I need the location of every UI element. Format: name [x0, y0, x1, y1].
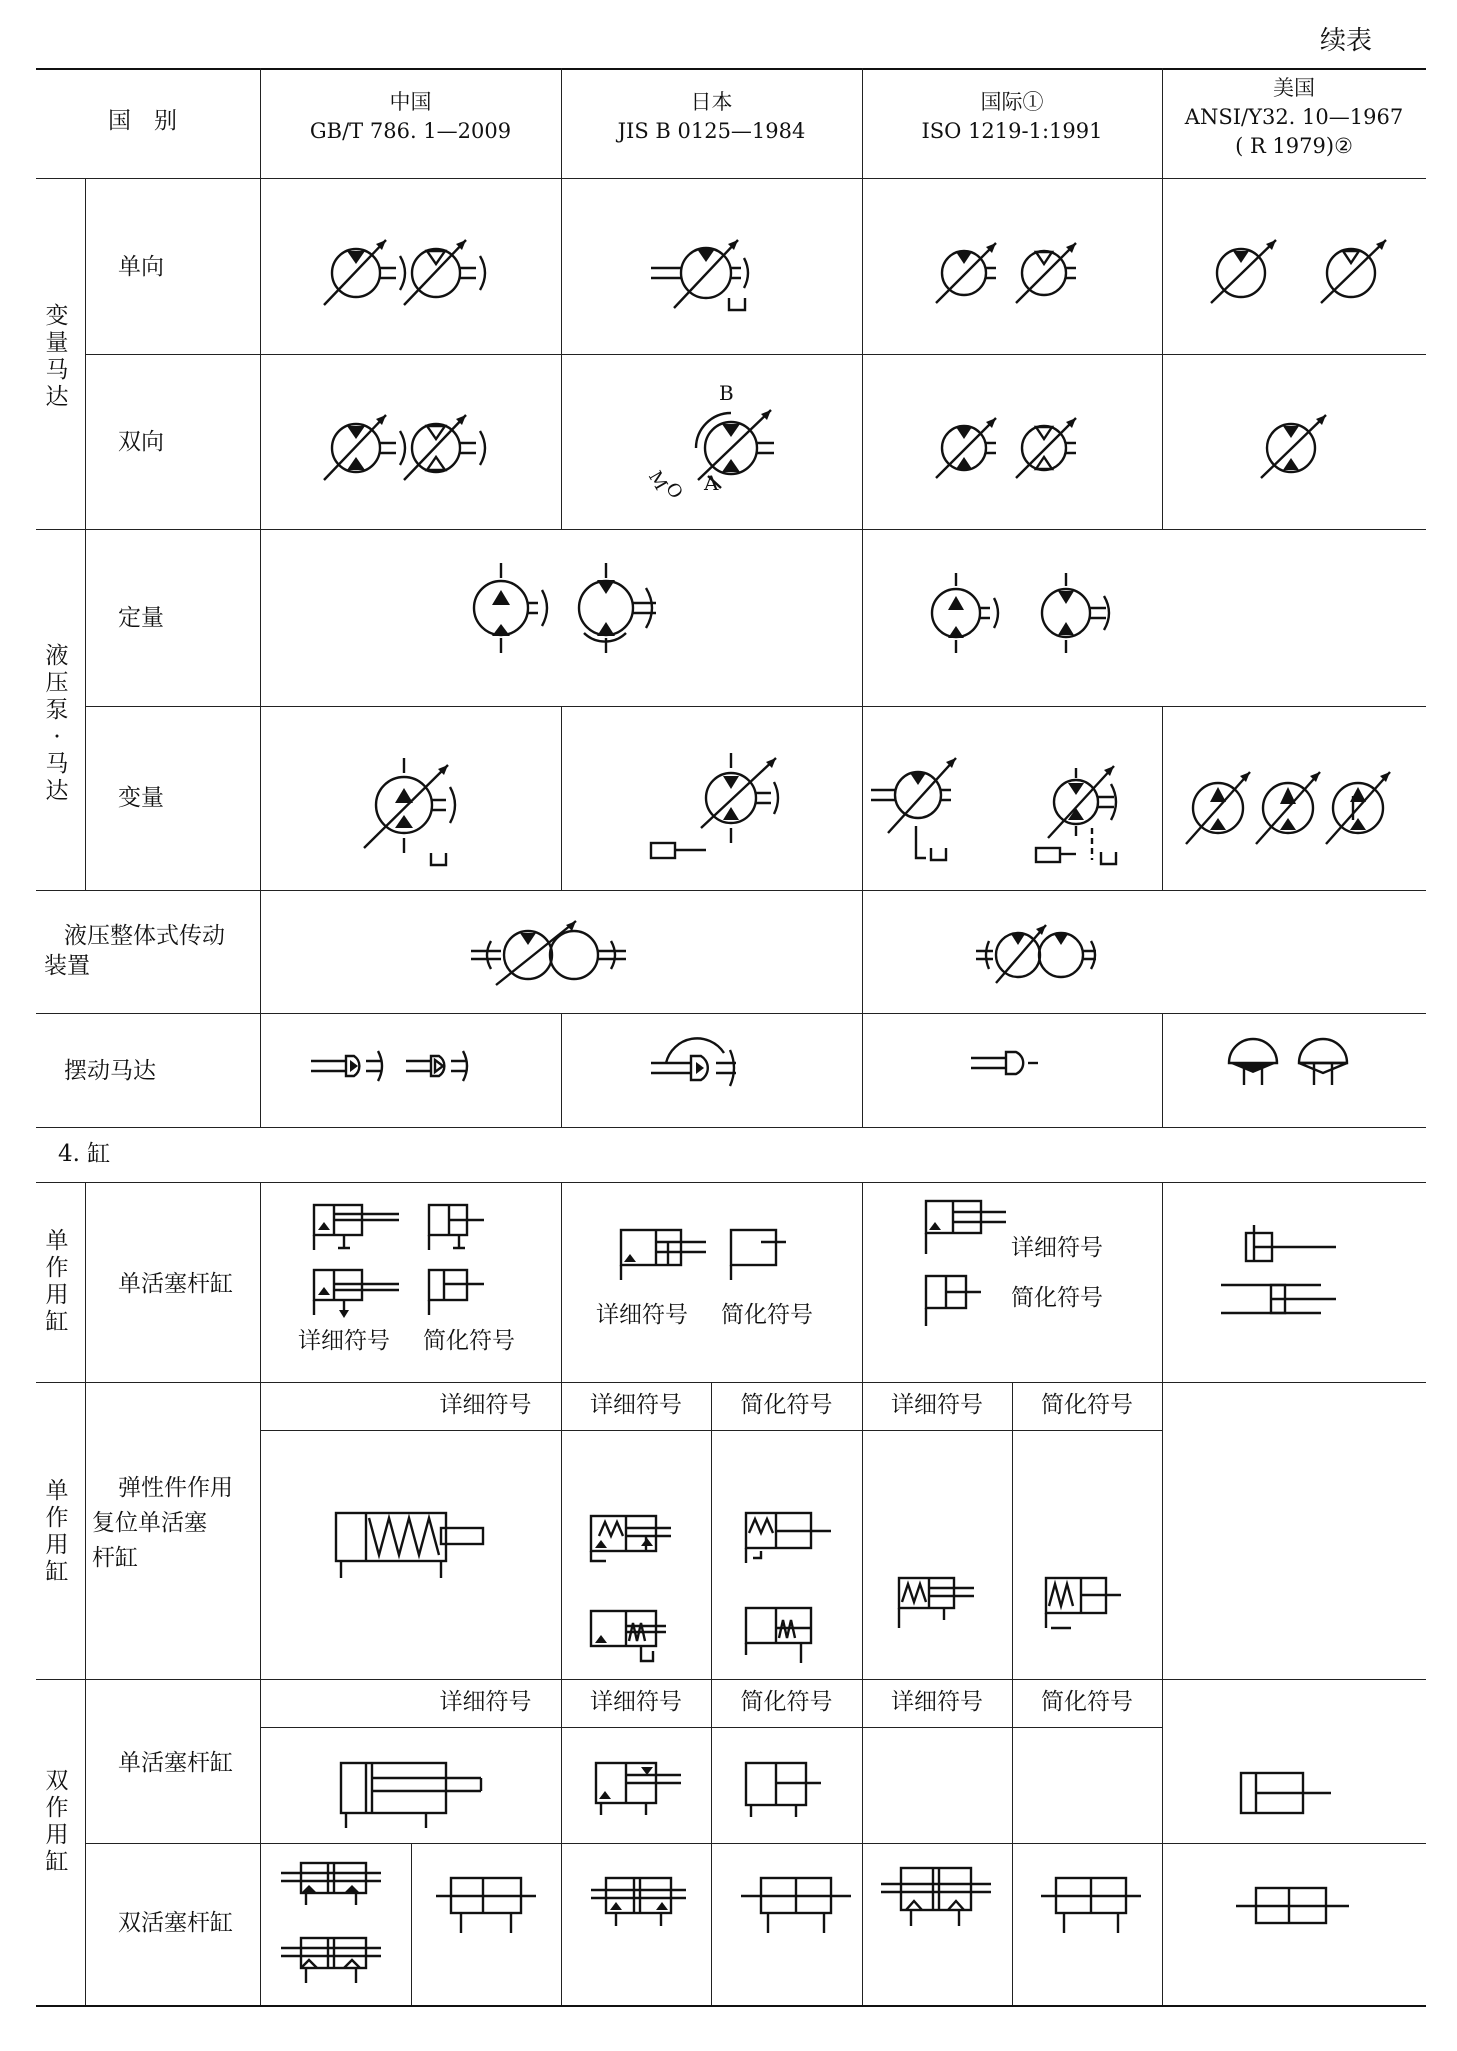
row-two-way: 双向 — [118, 429, 164, 455]
port-b-label: B — [719, 381, 734, 405]
row-variable: 变量 — [118, 785, 164, 811]
row-single-rod: 单活塞杆缸 — [118, 1271, 233, 1297]
double-acting-single-rod-cn-symbol — [336, 1753, 516, 1843]
caption-detailed: 详细符号 — [298, 1328, 390, 1354]
single-acting-us-symbol — [1216, 1223, 1366, 1333]
double-acting-double-rod-jp-detailed-symbol — [586, 1868, 706, 1958]
subhead-detailed: 详细符号 — [439, 1392, 532, 1418]
port-a-label: A — [704, 471, 719, 495]
row-fixed: 定量 — [118, 605, 164, 631]
group-double-cyl: 双 作 用 缸 — [45, 1768, 69, 1875]
row-one-way: 单向 — [118, 254, 164, 280]
col-iso — [862, 88, 1162, 146]
port-o-label: O — [661, 479, 687, 503]
var-motor-two-way-us-symbol — [1246, 403, 1346, 503]
spring-return-iso-simplified-symbol — [1041, 1568, 1141, 1648]
subhead-simplified: 简化符号 — [740, 1392, 833, 1418]
subhead-detailed: 详细符号 — [891, 1392, 983, 1418]
col-china-std: GB/T 786. 1—2009 — [309, 119, 512, 143]
subhead-detailed: 详细符号 — [439, 1689, 532, 1715]
pump-motor-var-iso-symbol — [866, 748, 1166, 888]
subhead-simplified: 简化符号 — [1041, 1689, 1133, 1715]
subhead-detailed: 详细符号 — [590, 1689, 682, 1715]
pump-motor-var-us-symbol — [1178, 756, 1418, 866]
integral-transmission-iso-symbol — [971, 913, 1141, 993]
continued-label: 续表 — [1319, 26, 1372, 56]
caption-detailed: 详细符号 — [1011, 1235, 1103, 1261]
double-acting-double-rod-cn-simplified-symbol — [431, 1868, 551, 1958]
row-integral-line2: 装置 — [44, 953, 90, 979]
country-label: 国 别 — [108, 108, 177, 134]
group-var-motor: 变 量 马 达 — [45, 303, 69, 410]
col-japan — [561, 88, 862, 146]
double-acting-double-rod-cn-detailed-symbol — [276, 1853, 396, 1998]
swing-motor-cn-symbol — [306, 1026, 546, 1106]
group-pump-motor: 液 压 泵 · 马 达 — [45, 643, 69, 804]
single-acting-cn-symbol — [304, 1200, 534, 1330]
var-motor-one-way-cn-symbol — [316, 228, 516, 328]
pump-motor-var-cn-symbol — [356, 753, 526, 883]
double-acting-single-rod-jp-detailed-symbol — [591, 1753, 711, 1843]
col-usa-std2: ( R 1979)② — [1235, 134, 1353, 158]
var-motor-one-way-iso-symbol — [924, 233, 1124, 323]
spring-return-iso-detailed-symbol — [894, 1568, 994, 1648]
swing-motor-us-symbol — [1224, 1033, 1394, 1103]
var-motor-one-way-jp-symbol — [646, 228, 776, 338]
col-usa — [1162, 74, 1426, 161]
col-usa-name: 美国 — [1273, 76, 1315, 100]
var-motor-two-way-cn-symbol — [316, 403, 516, 503]
caption-simplified: 简化符号 — [721, 1302, 813, 1328]
col-china-name: 中国 — [389, 90, 432, 114]
double-acting-double-rod-iso-simplified-symbol — [1036, 1868, 1156, 1958]
double-acting-single-rod-jp-simplified-symbol — [741, 1753, 861, 1843]
subhead-simplified: 简化符号 — [1041, 1392, 1133, 1418]
pump-motor-fixed-cn-jp-symbol — [456, 558, 696, 668]
integral-transmission-cn-symbol — [466, 913, 686, 993]
var-motor-one-way-us-symbol — [1196, 228, 1416, 328]
single-acting-jp-symbol — [616, 1220, 846, 1300]
port-m-label: M — [643, 467, 672, 494]
double-acting-double-rod-jp-simplified-symbol — [736, 1868, 866, 1958]
caption-simplified: 简化符号 — [423, 1328, 515, 1354]
col-japan-std: JIS B 0125—1984 — [617, 119, 806, 143]
swing-motor-jp-symbol — [646, 1018, 826, 1108]
symbol-table — [36, 68, 1426, 2006]
section-cylinders: 4. 缸 — [58, 1141, 111, 1167]
double-acting-double-rod-iso-detailed-symbol — [876, 1858, 1006, 1958]
spring-return-jp-detailed-symbol — [581, 1506, 701, 1686]
subhead-detailed: 详细符号 — [590, 1392, 682, 1418]
spring-return-cn-symbol — [331, 1503, 511, 1593]
group-spring-cyl: 单 作 用 缸 — [45, 1478, 69, 1585]
col-iso-name: 国际① — [980, 90, 1044, 114]
spring-return-jp-simplified-symbol — [731, 1503, 851, 1683]
subhead-simplified: 简化符号 — [740, 1689, 833, 1715]
double-acting-double-rod-us-symbol — [1231, 1878, 1361, 1948]
row-spring-line3: 杆缸 — [92, 1545, 138, 1571]
group-single-cyl: 单 作 用 缸 — [45, 1228, 69, 1335]
double-acting-single-rod-us-symbol — [1236, 1763, 1356, 1833]
row-spring-line1: 弹性件作用 — [118, 1475, 233, 1501]
row-swing: 摆动马达 — [64, 1058, 156, 1084]
caption-simplified: 简化符号 — [1011, 1285, 1103, 1311]
pump-motor-fixed-iso-symbol — [916, 568, 1156, 668]
col-japan-name: 日本 — [690, 90, 733, 114]
row-spring-line2: 复位单活塞 — [92, 1510, 207, 1536]
row-double-single-rod: 单活塞杆缸 — [118, 1750, 233, 1776]
row-double-double-rod: 双活塞杆缸 — [118, 1910, 233, 1936]
single-acting-iso-symbol — [921, 1196, 1031, 1316]
row-integral-line1: 液压整体式传动 — [64, 923, 225, 949]
var-motor-two-way-iso-symbol — [924, 408, 1124, 498]
col-iso-std: ISO 1219-1:1991 — [921, 119, 1103, 143]
pump-motor-var-jp-symbol — [646, 748, 826, 883]
subhead-detailed: 详细符号 — [891, 1689, 983, 1715]
col-usa-std: ANSI/Y32. 10—1967 — [1184, 105, 1404, 129]
col-china — [260, 88, 561, 146]
swing-motor-iso-symbol — [966, 1028, 1076, 1098]
caption-detailed: 详细符号 — [596, 1302, 688, 1328]
